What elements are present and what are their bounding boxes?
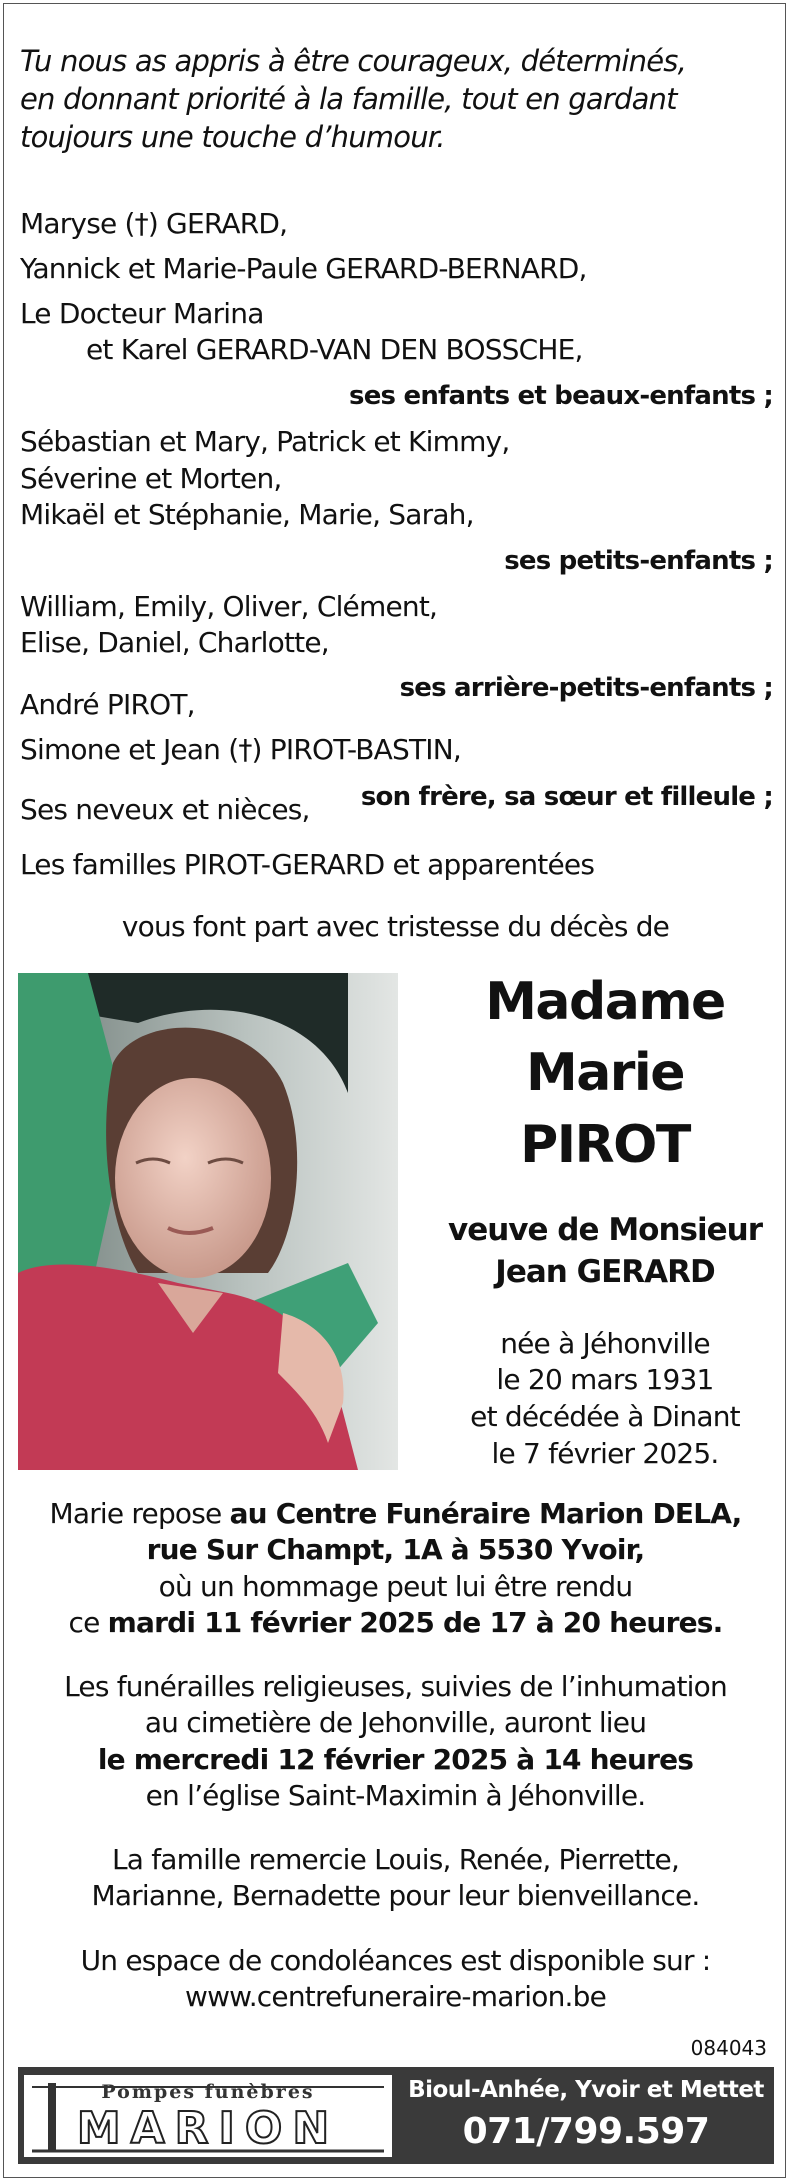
rest-line-1	[0, 1497, 791, 1530]
birth-place: née à Jéhonville	[500, 1327, 710, 1360]
condolences-line-1: Un espace de condoléances est disponible sur :	[80, 1944, 711, 1977]
family-line: Le Docteur Marina	[20, 297, 264, 330]
family-line: Séverine et Morten,	[20, 462, 282, 495]
visitation-time: mardi 11 février 2025 de 17 à 20 heures.	[107, 1606, 723, 1639]
role-siblings: son frère, sa sœur et filleule ;	[360, 782, 773, 812]
thanks-line-2: Marianne, Bernadette pour leur bienveillance.	[91, 1879, 700, 1912]
reference-number: 084043	[690, 2036, 767, 2060]
thanks-line-1: La famille remercie Louis, Renée, Pierrette,	[111, 1843, 680, 1876]
family-line: Mikaël et Stéphanie, Marie, Sarah,	[20, 498, 474, 531]
family-line: et Karel GERARD-VAN DEN BOSSCHE,	[86, 333, 583, 366]
family-line: Maryse (†) GERARD,	[20, 207, 288, 240]
funeral-line-4: en l’église Saint-Maximin à Jéhonville.	[145, 1779, 646, 1812]
intro-line-3: toujours une touche d’humour.	[20, 120, 445, 154]
footer-locations: Bioul-Anhée, Yvoir et Mettet	[408, 2077, 764, 2103]
funeral-line-1: Les funérailles religieuses, suivies de l’inhumation	[64, 1670, 727, 1703]
rest-line-4	[0, 1606, 791, 1639]
role-children: ses enfants et beaux-enfants ;	[349, 381, 773, 411]
role-great-grandchildren: ses arrière-petits-enfants ;	[399, 673, 773, 703]
intro-line-2: en donnant priorité à la famille, tout en gardant	[20, 82, 677, 116]
birth-date: le 20 mars 1931	[496, 1363, 714, 1396]
family-line: Sébastian et Mary, Patrick et Kimmy,	[20, 425, 510, 458]
deceased-photo	[18, 973, 398, 1470]
logo-wordmark: MARION	[76, 2103, 340, 2154]
family-line: Elise, Daniel, Charlotte,	[20, 626, 329, 659]
logo-tagline: Pompes funèbres	[101, 2081, 315, 2103]
footer-phone[interactable]: 071/799.597	[462, 2111, 710, 2152]
deceased-title: Madame	[485, 972, 725, 1032]
family-line: William, Emily, Oliver, Clément,	[20, 590, 438, 623]
deceased-last-name: PIROT	[520, 1115, 690, 1175]
funeral-date: le mercredi 12 février 2025 à 14 heures	[97, 1743, 694, 1776]
family-line: Ses neveux et nièces,	[20, 793, 310, 826]
funeral-center-name: au Centre Funéraire Marion DELA,	[229, 1497, 742, 1530]
death-date: le 7 février 2025.	[491, 1437, 719, 1470]
widow-line-1: veuve de Monsieur	[447, 1212, 762, 1248]
intro-line-1: Tu nous as appris à être courageux, déterminés,	[20, 44, 687, 78]
announcement: vous font part avec tristesse du décès de	[121, 910, 670, 943]
condolences-link[interactable]: www.centrefuneraire-marion.be	[184, 1980, 607, 2013]
rest-ce: ce	[68, 1606, 108, 1639]
rest-line-3: où un hommage peut lui être rendu	[158, 1570, 633, 1603]
family-line: Les familles PIROT-GERARD et apparentées	[20, 848, 595, 881]
widow-line-2: Jean GERARD	[495, 1254, 715, 1290]
death-place: et décédée à Dinant	[470, 1400, 740, 1433]
family-line: André PIROT,	[20, 688, 195, 721]
family-line: Yannick et Marie-Paule GERARD-BERNARD,	[20, 252, 587, 285]
deceased-first-name: Marie	[525, 1043, 685, 1103]
family-line: Simone et Jean (†) PIROT-BASTIN,	[20, 733, 461, 766]
footer-banner	[18, 2067, 774, 2164]
funeral-center-address: rue Sur Champt, 1A à 5530 Yvoir,	[146, 1533, 645, 1566]
role-grandchildren: ses petits-enfants ;	[504, 546, 773, 576]
marion-logo	[24, 2075, 392, 2157]
funeral-line-2: au cimetière de Jehonville, auront lieu	[144, 1706, 647, 1739]
rest-intro: Marie repose	[49, 1497, 230, 1530]
